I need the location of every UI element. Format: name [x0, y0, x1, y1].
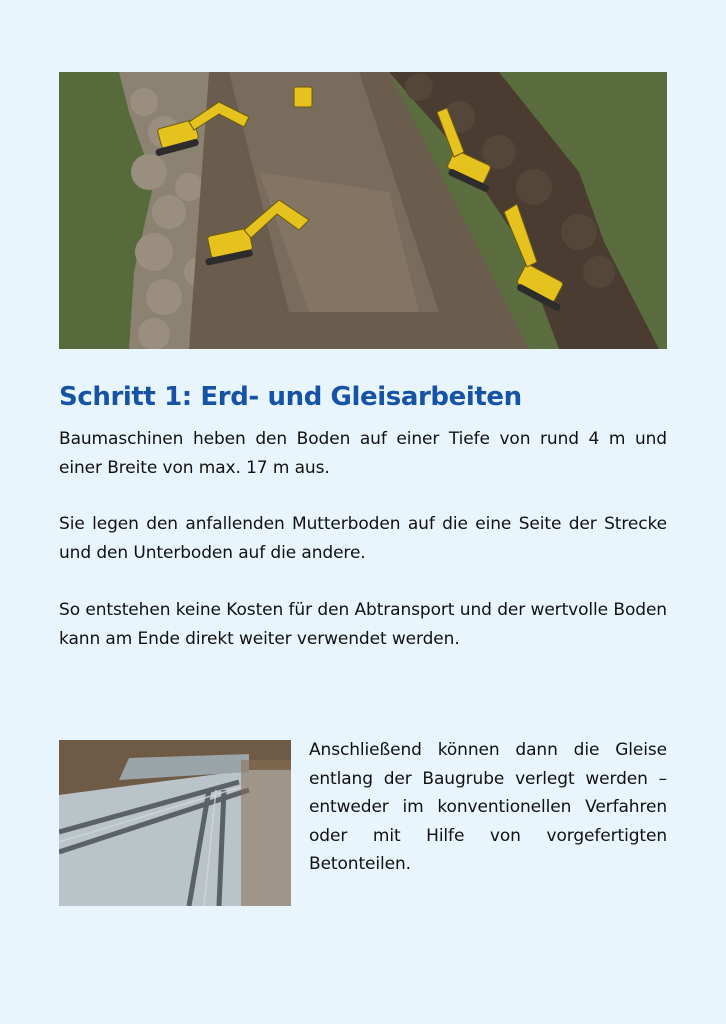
hero-image-excavators [59, 72, 667, 349]
paragraph-soil-placement: Sie legen den anfallenden Mutterboden auf die eine Seite der Strecke und den Unterboden auf die andere. [59, 514, 667, 563]
paragraph-excavation: Baumaschinen heben den Boden auf einer Tiefe von rund 4 m und einer Breite von max. 17 m aus. [59, 429, 667, 478]
section-title: Schritt 1: Erd- und Gleisarbeiten [59, 382, 522, 412]
paragraph-track-laying: Anschließend können dann die Gleise entlang der Baugrube verlegt werden – entweder im konventionellen Verfahren oder mit Hilfe von vorgefertigten Betonteilen. [309, 740, 667, 875]
paragraph-cost-savings: So entstehen keine Kosten für den Abtransport und der wertvolle Boden kann am Ende direkt weiter verwendet werden. [59, 600, 667, 649]
track-laying-image [59, 740, 291, 906]
